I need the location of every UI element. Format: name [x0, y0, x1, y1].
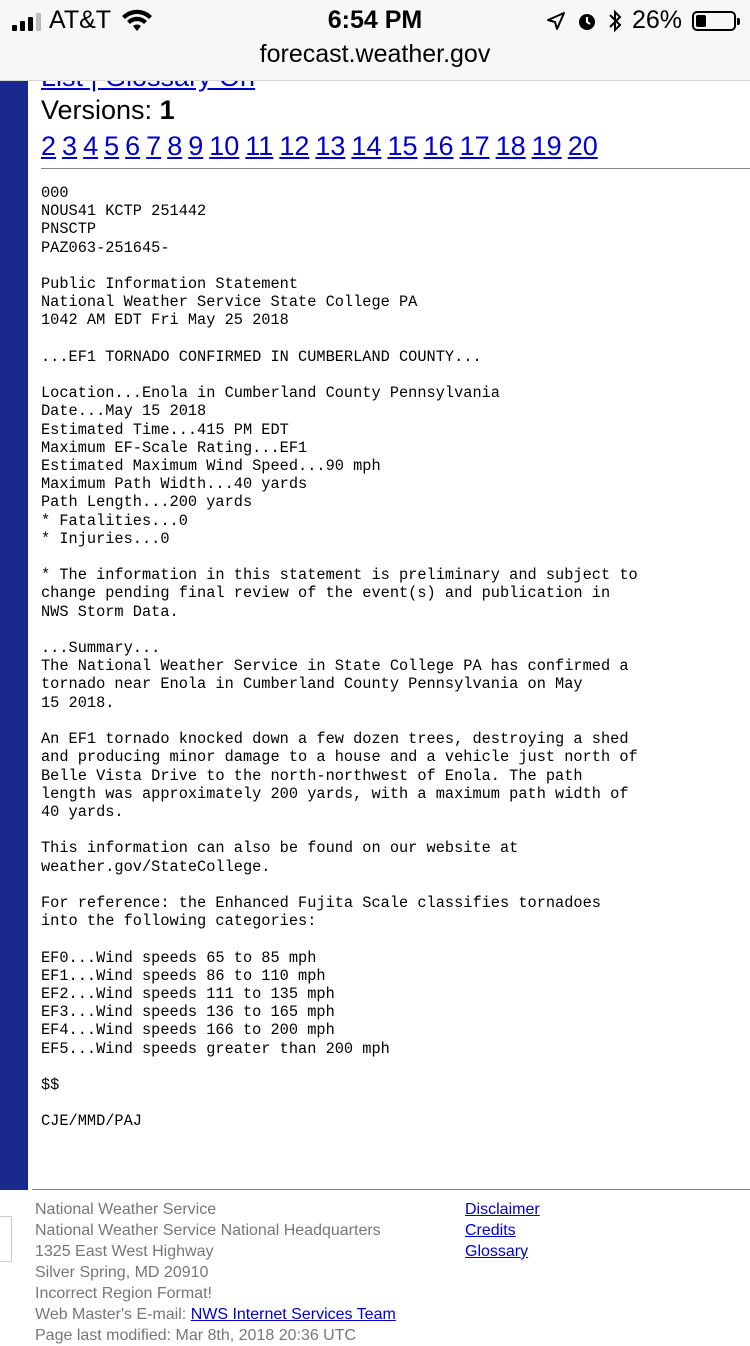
version-link[interactable]: 2 [41, 131, 57, 161]
version-link[interactable]: 4 [83, 131, 99, 161]
status-bar [0, 0, 750, 40]
header-divider [41, 168, 750, 169]
version-link[interactable]: 18 [495, 131, 526, 161]
webmaster-link[interactable]: NWS Internet Services Team [190, 1306, 396, 1323]
version-link[interactable]: 16 [423, 131, 454, 161]
version-link[interactable]: 3 [62, 131, 78, 161]
version-link[interactable]: 7 [146, 131, 162, 161]
last-modified: Page last modified: Mar 8th, 2018 20:36 UTC [35, 1327, 357, 1344]
version-link[interactable]: 14 [351, 131, 382, 161]
version-link[interactable]: 15 [387, 131, 418, 161]
product-text: 000 NOUS41 KCTP 251442 PNSCTP PAZ063-251645- Public Information Statement National Weather Service State College PA 1042 AM EDT Fri May 25 2018 ...EF1 TORNADO CONFIRMED IN CUMBERLAND COUNTY... Location...Enola in Cumberland County Pennsylvania Date...May 15 2018 Estimated Time...415 PM EDT Maximum EF-Scale Rating...EF1 Estimated Maximum Wind Speed...90 mph Maximum Path Width...40 yards Path Length...200 yards * Fatalities...0 * Injuries...0 * The information in this statement is preliminary and subject to change pending final review of the event(s) and publication in NWS Storm Data. ...Summary... The National Weather Service in State College PA has confirmed a tornado near Enola in Cumberland County Pennsylvania on May 15 2018. An EF1 tornado knocked down a few dozen trees, destroying a shed and producing minor damage to a house and a vehicle just north of Belle Vista Drive to the north-northwest of Enola. The path length was approximately 200 yards, with a maximum path width of 40 yards. This information can also be found on our website at weather.gov/StateCollege. For reference: the Enhanced Fujita Scale classifies tornadoes into the following categories: EF0...Wind speeds 65 to 85 mph EF1...Wind speeds 86 to 110 mph EF2...Wind speeds 111 to 135 mph EF3...Wind speeds 136 to 165 mph EF4...Wind speeds 166 to 200 mph EF5...Wind speeds greater than 200 mph $$ CJE/MMD/PAJ [41, 184, 638, 1131]
footer-line: Incorrect Region Format! [35, 1285, 212, 1302]
credits-link[interactable]: Credits [465, 1222, 516, 1239]
version-link[interactable]: 6 [125, 131, 141, 161]
footer-line: 1325 East West Highway [35, 1243, 214, 1260]
carrier-label: AT&T [49, 6, 112, 34]
url-bar[interactable]: forecast.weather.gov [0, 40, 750, 81]
version-link[interactable]: 20 [567, 131, 598, 161]
scroll-edge-tab [0, 1216, 12, 1262]
webmaster-line [35, 1304, 396, 1325]
version-link[interactable]: 10 [209, 131, 240, 161]
battery-icon [692, 11, 736, 31]
battery-percent: 26% [631, 6, 682, 34]
location-arrow-icon [546, 11, 566, 31]
footer-line: Silver Spring, MD 20910 [35, 1264, 209, 1281]
version-link[interactable]: 8 [167, 131, 183, 161]
alarm-clock-icon [576, 10, 598, 32]
version-link[interactable]: 17 [459, 131, 490, 161]
versions-label: Versions: [41, 95, 153, 125]
bluetooth-icon [608, 9, 622, 33]
clock: 6:54 PM [327, 6, 423, 34]
webmaster-label: Web Master's E-mail: [35, 1306, 187, 1323]
disclaimer-link[interactable]: Disclaimer [465, 1201, 540, 1218]
version-link[interactable]: 5 [104, 131, 120, 161]
footer-divider [32, 1189, 750, 1190]
footer-links [465, 1199, 540, 1262]
footer-line: National Weather Service [35, 1201, 217, 1218]
version-link[interactable]: 9 [188, 131, 204, 161]
version-link[interactable]: 11 [245, 131, 274, 161]
versions-nav [41, 92, 750, 166]
version-link[interactable]: 12 [279, 131, 310, 161]
glossary-link[interactable]: Glossary [465, 1243, 529, 1260]
status-bar-right [546, 6, 736, 35]
footer-line: National Weather Service National Headquarters [35, 1222, 381, 1239]
left-sidebar-stripe [0, 80, 28, 1190]
version-link[interactable]: 13 [315, 131, 346, 161]
version-current: 1 [159, 95, 175, 125]
version-link[interactable]: 19 [531, 131, 562, 161]
footer-info [35, 1199, 396, 1346]
